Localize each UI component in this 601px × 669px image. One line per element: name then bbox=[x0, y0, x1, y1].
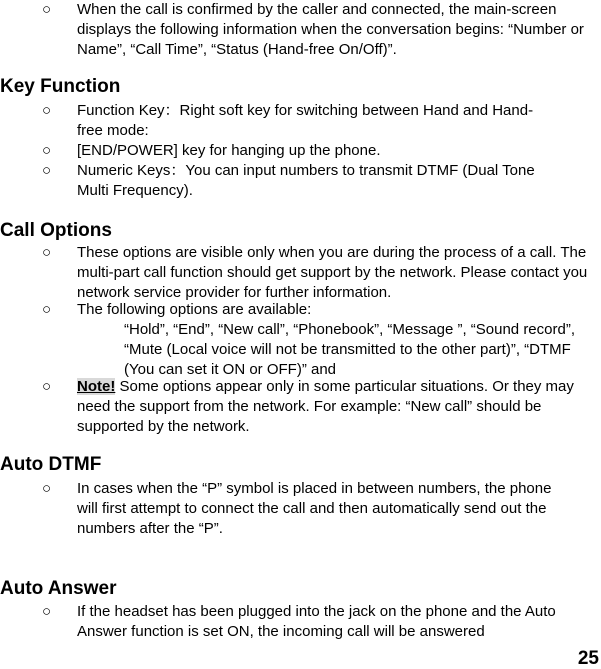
note-paragraph bbox=[77, 377, 597, 437]
bullet-symbol: ○ bbox=[42, 301, 52, 318]
section-heading-key-function: Key Function bbox=[0, 76, 121, 97]
note-label: Note! bbox=[77, 378, 116, 395]
note-text: Some options appear only in some particular situations. Or they may need the support from the network. For example: “New call” should be supported by the network. bbox=[77, 378, 574, 435]
end-power-key-paragraph: [END/POWER] key for hanging up the phone. bbox=[77, 142, 381, 159]
call-connected-paragraph: When the call is confirmed by the caller and connected, the main-screen displays the following information when the conversation begins: “Number or Name”, “Call Time”, “Status (Hand-free On/Off)”. bbox=[77, 1, 584, 58]
page-number: 25 bbox=[577, 648, 599, 669]
auto-answer-paragraph: If the headset has been plugged into the jack on the phone and the Auto Answer function is set ON, the incoming call will be answered bbox=[77, 603, 556, 640]
bullet-symbol: ○ bbox=[42, 1, 52, 18]
bullet-symbol: ○ bbox=[42, 162, 52, 179]
bullet-symbol: ○ bbox=[42, 142, 52, 159]
bullet-symbol: ○ bbox=[42, 480, 52, 497]
bullet-symbol: ○ bbox=[42, 102, 52, 119]
bullet-symbol: ○ bbox=[42, 378, 52, 395]
function-key-paragraph: Function Key：Right soft key for switching between Hand and Hand-free mode: bbox=[77, 102, 534, 139]
bullet-symbol: ○ bbox=[42, 244, 52, 261]
numeric-keys-paragraph: Numeric Keys：You can input numbers to transmit DTMF (Dual Tone Multi Frequency). bbox=[77, 162, 535, 199]
bullet-symbol: ○ bbox=[42, 603, 52, 620]
section-heading-call-options: Call Options bbox=[0, 220, 112, 241]
auto-dtmf-paragraph: In cases when the “P” symbol is placed in between numbers, the phone will first attempt to connect the call and then automatically send out the numbers after the “P”. bbox=[77, 480, 552, 537]
section-heading-auto-dtmf: Auto DTMF bbox=[0, 454, 102, 475]
call-options-visibility-paragraph: These options are visible only when you are during the process of a call. The multi-part call function should get support by the network. Please contact you network service provider for further information. bbox=[77, 244, 588, 301]
options-list-paragraph: “Hold”, “End”, “New call”, “Phonebook”, “Message ”, “Sound record”, “Mute (Local voice will not be transmitted to the other part)”, “DTMF (You can set it ON or OFF)” and bbox=[124, 321, 575, 378]
section-heading-auto-answer: Auto Answer bbox=[0, 578, 117, 599]
available-options-paragraph: The following options are available: bbox=[77, 301, 312, 318]
